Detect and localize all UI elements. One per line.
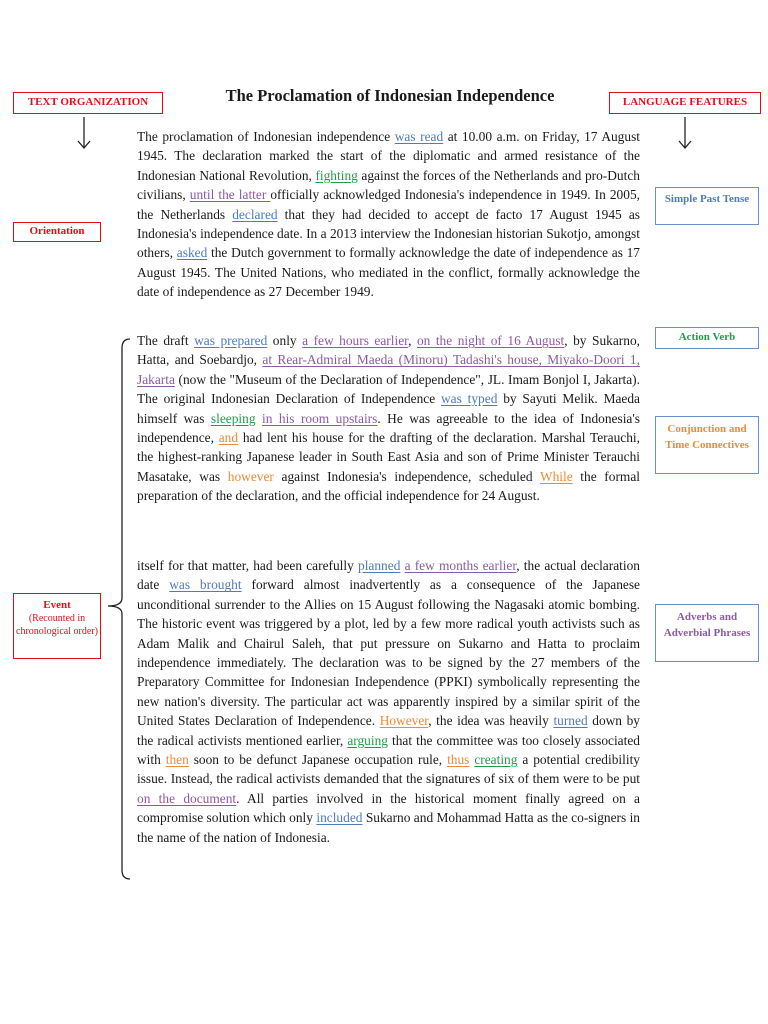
text-run: , bbox=[408, 333, 417, 348]
text-run: , by Sukarno, Hatta, and Soebardjo, bbox=[137, 333, 640, 368]
orientation-paragraph bbox=[137, 127, 640, 302]
highlight-adv: on the night of 16 August bbox=[416, 333, 565, 348]
text-run: forward almost inadvertently as a consequence of the Japanese unconditional surrender to the Allies on 15 August following the Nagasaki atomic bombing. The historic event was triggered by a plot, led by a few more radical youth activists such as Adam Malik and Chairul Saleh, that put pressure on Sukarno and Hatta to proclaim independence immediately. The declaration was to be signed by the 27 members of the Preparatory Committee for Indonesian Independence (PPKI) symbolically representing the new nation's diversity. The particular act was apparently inspired by a similar spirit of the United States Declaration of Independence. bbox=[137, 577, 640, 729]
adverbs-label: Adverbs and Adverbial Phrases bbox=[663, 611, 751, 639]
highlight-adv: at Rear-Admiral Maeda (Minoru) Tadashi's house, Miyako-Doori 1, Jakarta bbox=[137, 352, 640, 387]
highlight-act: creating bbox=[474, 752, 518, 768]
highlight-act: arguing bbox=[347, 732, 388, 748]
highlight-spt: planned bbox=[358, 558, 401, 573]
text-organization-tag bbox=[13, 92, 163, 114]
text-run: a potential credibility issue. Instead, the radical activists demanded that the signatures of six of them were to be put bbox=[137, 752, 640, 787]
text-run: soon to be defunct Japanese occupation rule, bbox=[188, 752, 448, 768]
event-brace bbox=[102, 336, 132, 882]
highlight-act: fighting bbox=[315, 167, 358, 183]
highlight-spt: declared bbox=[232, 206, 278, 222]
highlight-spt: was brought bbox=[169, 577, 242, 593]
highlight-conj: and bbox=[218, 430, 239, 446]
text-run: (now the "Museum of the Declaration of Independence", JL. Imam Bonjol I, Jakarta). The original Indonesian Declaration of Independence bbox=[137, 371, 640, 407]
highlight-adv: in his room upstairs bbox=[262, 410, 378, 426]
highlight-spt: included bbox=[316, 810, 363, 826]
highlight-spt: was typed bbox=[441, 391, 498, 407]
text-run: . He was agreeable to the idea of Indonesia's independence, bbox=[137, 410, 640, 446]
down-arrow-icon-right bbox=[677, 116, 693, 150]
highlight-spt: was prepared bbox=[194, 333, 268, 348]
text-run: down by the radical activists mentioned earlier, bbox=[137, 713, 640, 748]
orientation-label: Orientation bbox=[29, 225, 85, 237]
text-run: that the committee was too closely associated with bbox=[137, 732, 640, 768]
text-run: only bbox=[267, 333, 303, 348]
text-run: The proclamation of Indonesian independence bbox=[137, 129, 395, 144]
event-label: Event bbox=[43, 599, 71, 611]
down-arrow-icon-left bbox=[76, 116, 92, 150]
text-run: the formal preparation of the declaration, and the official independence for 24 August. bbox=[137, 468, 641, 504]
event-tag bbox=[13, 593, 101, 659]
highlight-conj: thus bbox=[447, 752, 470, 768]
highlight-conj: then bbox=[165, 752, 189, 768]
text-run: officially acknowledged Indonesia's independence in 1949. In 2005, the Netherlands bbox=[137, 187, 640, 222]
text-run: that they had decided to accept de facto 17 August 1945 as Indonesia's independence date. In a 2013 interview the Indonesian historian Sukotjo, amongst others, bbox=[137, 206, 640, 261]
text-run: Sukarno and Mohammad Hatta as the co-signers in the name of the nation of Indonesia. bbox=[137, 810, 640, 845]
highlight-conj: however bbox=[227, 468, 274, 484]
highlight-spt: asked bbox=[176, 245, 208, 261]
highlight-adv: a few hours earlier bbox=[302, 333, 409, 348]
highlight-adv: until the latter bbox=[189, 187, 271, 203]
language-features-label: LANGUAGE FEATURES bbox=[622, 96, 748, 108]
highlight-act: sleeping bbox=[210, 410, 256, 426]
page-title: The Proclamation of Indonesian Independence bbox=[225, 86, 555, 105]
event-sub-label: (Recounted in chronological order) bbox=[16, 613, 98, 638]
highlight-adv: on the document bbox=[137, 790, 237, 806]
highlight-adv: a few months earlier bbox=[404, 558, 517, 573]
text-run: against Indonesia's independence, scheduled bbox=[273, 468, 540, 484]
highlight-spt: turned bbox=[553, 713, 588, 729]
event-paragraph-1 bbox=[137, 331, 640, 506]
orientation-tag bbox=[13, 222, 101, 242]
highlight-conj: However bbox=[379, 713, 429, 729]
text-run: had lent his house for the drafting of the declaration. Marshal Terauchi, the highest-ranking Japanese leader in South East Asia and son of Prime Minister Terauchi Masatake, was bbox=[137, 430, 640, 484]
highlight-conj: While bbox=[539, 468, 573, 484]
conjunction-tag bbox=[655, 416, 759, 474]
text-organization-label: TEXT ORGANIZATION bbox=[27, 96, 149, 108]
text-run: The draft bbox=[137, 333, 195, 348]
text-run: , the idea was heavily bbox=[428, 713, 554, 729]
text-run: , the actual declaration date bbox=[137, 558, 640, 593]
simple-past-label: Simple Past Tense bbox=[664, 193, 750, 205]
highlight-spt: was read bbox=[394, 129, 444, 144]
action-verb-tag bbox=[655, 327, 759, 349]
text-run: itself for that matter, had been carefully bbox=[137, 558, 358, 573]
text-run: against the forces of the Netherlands and pro-Dutch civilians, bbox=[137, 167, 640, 203]
event-paragraph-2 bbox=[137, 556, 640, 847]
text-run: the Dutch government to formally acknowledge the date of independence as 17 August 1945. The United Nations, who mediated in the conflict, formally acknowledge the date of independence as 27 December 1949. bbox=[137, 245, 641, 300]
simple-past-tag bbox=[655, 187, 759, 225]
action-verb-label: Action Verb bbox=[678, 331, 736, 343]
language-features-tag bbox=[609, 92, 761, 114]
text-run: at 10.00 a.m. on Friday, 17 August 1945. The declaration marked the start of the diplomatic and armed resistance of the Indonesian National Revolution, bbox=[137, 129, 641, 183]
adverbs-tag bbox=[655, 604, 759, 662]
text-run: . All parties involved in the historical moment finally agreed on a compromise solution which only bbox=[137, 790, 640, 826]
conjunction-label: Conjunction and Time Connectives bbox=[665, 423, 749, 451]
text-run: by Sayuti Melik. Maeda himself was bbox=[137, 391, 640, 426]
